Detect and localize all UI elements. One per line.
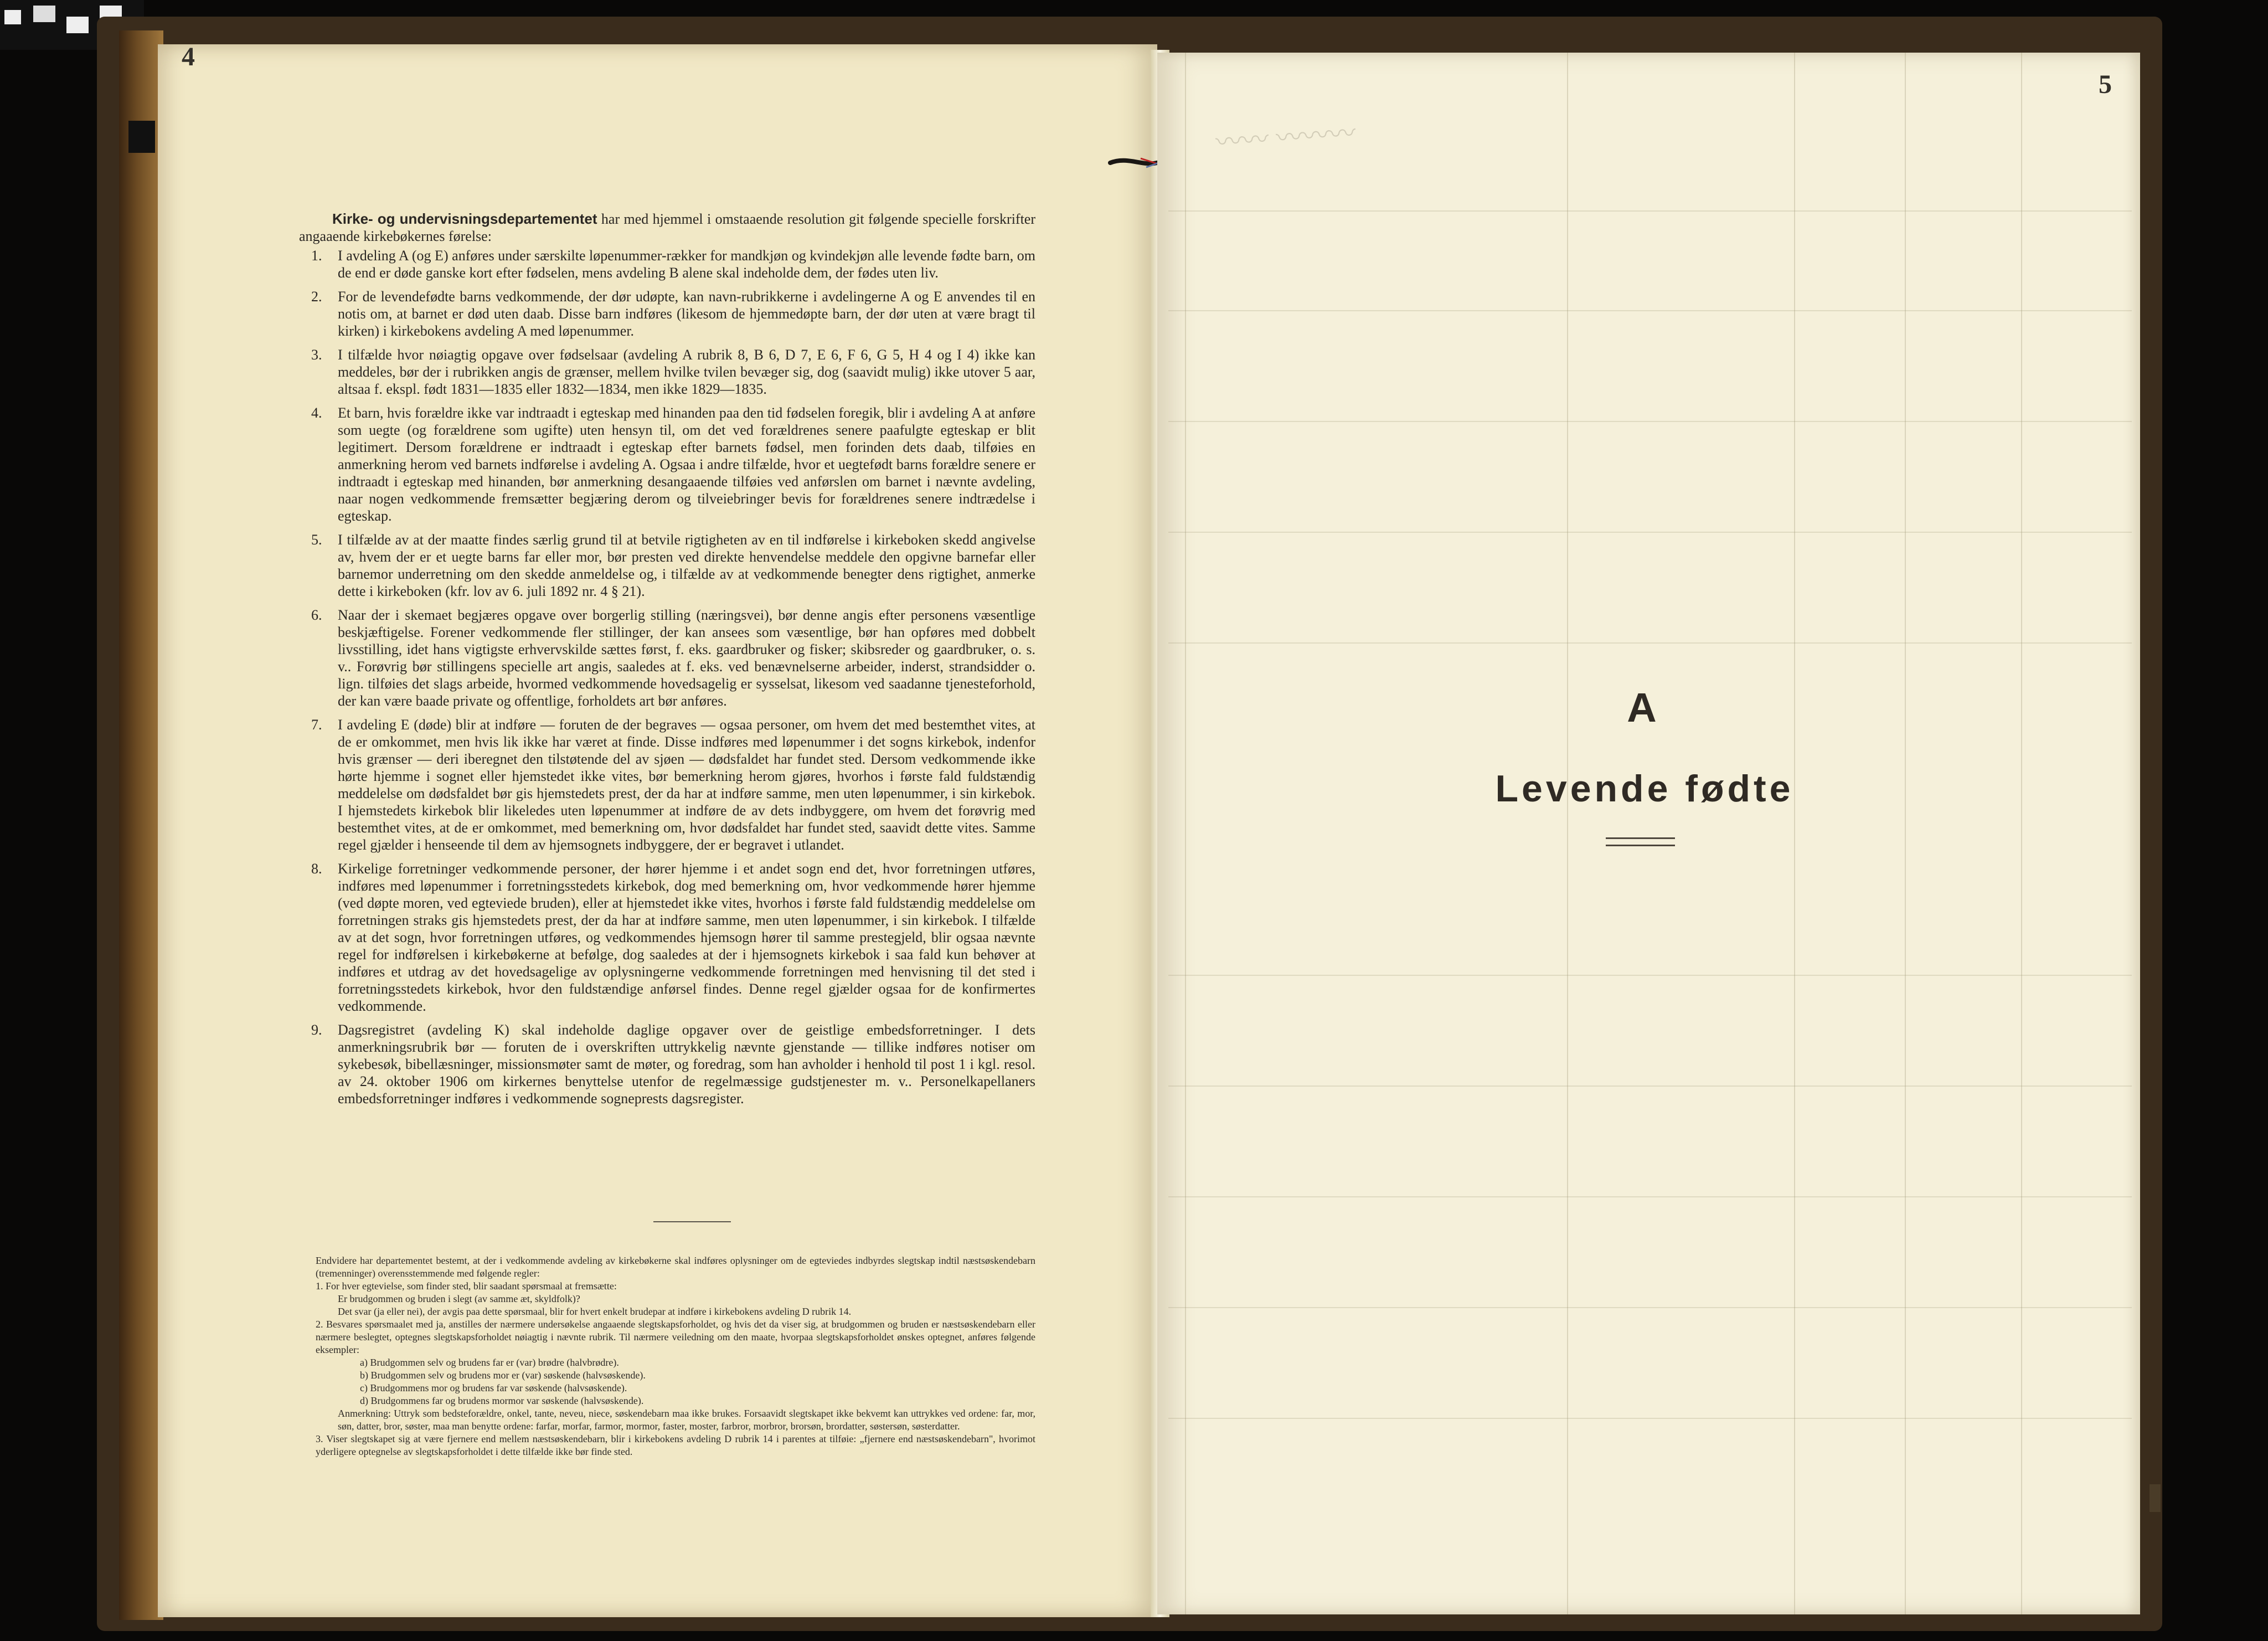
column-rule: [1567, 53, 1568, 1614]
column-rule: [1185, 53, 1186, 1614]
section-letter: A: [1627, 685, 1657, 731]
row-rule: [1168, 421, 2132, 422]
footnote-paragraph: 3. Viser slegtskapet sig at være fjernere end mellem næstsøskendebarn, blir i kirkebokens avdeling D rubrik 14 i parentes at tilføie: „fjernere end næstsøskendebarn", hvorimot yderligere optegnelse av slegtskapsforholdet i dette tilfælde ikke bør finde sted.: [316, 1433, 1035, 1457]
footnote-paragraph: Endvidere har departementet bestemt, at der i vedkommende avdeling av kirkebøkerne skal indføres oplysninger om de egteviedes indbyrdes slegtskap indtil næstsøskendebarn (tremenninger) overensstemmende med følgende regler:: [316, 1255, 1035, 1279]
row-rule: [1168, 1086, 2132, 1087]
rule-item: [299, 1021, 1035, 1107]
column-rule: [2021, 53, 2022, 1614]
rule-text: Dagsregistret (avdeling K) skal indeholde daglige opgaver over de geistlige embedsforretninger. I dets anmerkningsrubrik bør — foruten de i overskriften uttrykkelig nævnte gjenstande — tillike indføres notiser om sykebesøk, bibellæsninger, missionsmøter samt de møter, og foredrag, som han avholder i henhold til post 1 i kgl. resol. av 24. oktober 1906 om kirkernes benyttelse utenfor de regelmæssige gudstjenester m. v.. Personelkapellaners embedsforretninger indføres i vedkommende sogneprests dagsregister.: [338, 1022, 1035, 1107]
footnote-paragraph: c) Brudgommens mor og brudens far var søskende (halvsøskende).: [360, 1382, 627, 1393]
footnote-paragraph: Det svar (ja eller nei), der avgis paa dette spørsmaal, blir for hvert enkelt brudepar at indføre i kirkebokens avdeling D rubrik 14.: [338, 1306, 852, 1317]
rule-item: [299, 247, 1035, 281]
rule-text: For de levendefødte barns vedkommende, der dør udøpte, kan navn-rubrikkerne i avdelingerne A og E anvendes til en notis om, at barnet er død uten daab. Disse barn indføres (likesom de hjemmedøpte barn, der dør uten at være bragt til kirken) i kirkebokens avdeling A med løpenummer.: [338, 289, 1035, 339]
row-rule: [1168, 642, 2132, 644]
left-binding-edge: [119, 30, 163, 1620]
bleed-through-text: 〰〰 〰〰〰: [1214, 119, 1357, 158]
row-rule: [1168, 975, 2132, 976]
rule-text: I tilfælde hvor nøiagtig opgave over fødselsaar (avdeling A rubrik 8, B 6, D 7, E 6, F 6, G 5, H 4 og I 4) ikke kan meddeles, bør der i rubrikken angis de grænser, mellem hvilke tvilen bevæger sig, dog (saavidt mulig) ikke utover 5 aar, altsaa f. ekspl. født 1831—1835 eller 1832—1834, men ikke 1829—1835.: [338, 347, 1035, 397]
footnote-paragraph: b) Brudgommen selv og brudens mor er (var) søskende (halvsøskende).: [360, 1370, 646, 1381]
row-rule: [1168, 310, 2132, 311]
instructions-intro: [299, 210, 1035, 245]
row-rule: [1168, 1307, 2132, 1308]
rule-number: 6.: [311, 607, 322, 623]
rule-text: I avdeling E (døde) blir at indføre — foruten de der begraves — ogsaa personer, om hvem det med bestemthet vites, at de er omkommet, men hvis lik ikke har været at finde. Disse indføres med løpenummer i det sogns kirkebok, indenfor hvis grænser — deri iberegnet den tilstøtende del av sjøen — dødsfaldet har fundet sted. Dersom vedkommende ikke hørte hjemme i sognet eller hjemstedet ikke vites, bør bemerkning herom gjøres, hvorhos i første fald fuldstændig meddelelse om dødsfaldet bør gis hjemstedets prest, der da har at indføre samme, men uten løpenummer, i sin kirkebok. I hjemstedets kirkebok blir likeledes uten løpenummer at indføre de av dets indbyggere, om hvem det forøvrig med bestemthet vites, at de er omkommet, med bemerkning om, hvor dødsfaldet har fundet sted, saavidt dette vites. Samme regel gjælder i henseende til dem av hjemsognets indbyggere, der er begravet i utlandet.: [338, 717, 1035, 853]
footnote-paragraph: d) Brudgommens far og brudens mormor var søskende (halvsøskende).: [360, 1395, 644, 1406]
rule-number: 1.: [311, 248, 322, 264]
rule-text: Et barn, hvis forældre ikke var indtraadt i egteskap med hinanden paa den tid fødselen foregik, blir i avdeling A at anføre som uegte (og forældrene som ugifte) uten hensyn til, om det ved forældrenes senere paafulgte egteskap er blit legitimert. Dersom forældrene er indtraadt i egteskap efter barnets fødsel, men forinden dets daab, tilføies en anmerkning herom ved barnets indførelse i avdeling A. Ogsaa i andre tilfælde, hvor et uegtefødt barns forældre senere er indtraadt i egteskap med hinanden, bør anmerkning desangaaende tilføies ved anførslen om barnet i nævnte avdeling, naar nogen vedkommende fremsætter begjæring derom og tilveiebringer bevis for forældrenes senere indtrædelse i egteskap.: [338, 405, 1035, 524]
intro-text: har med hjemmel i omstaaende resolution git følgende specielle forskrifter angaaende kirkebøkernes førelse:: [299, 211, 1035, 244]
ministry-name: Kirke- og undervisningsdepartementet: [332, 210, 597, 227]
rule-number: 4.: [311, 405, 322, 421]
right-page: [1157, 53, 2140, 1614]
rule-text: I tilfælde av at der maatte findes særlig grund til at betvile rigtigheten av en til indførelse i kirkeboken skedd angivelse av, hvem der er et uegte barns far eller mor, bør presten ved direkte henvendelse meddele den opgivne barnefar eller barnemor underretning om den skedde anmeldelse og, i tilfælde av at vedkommende benegter dens rigtighet, anmerke dette i kirkeboken (kfr. lov av 6. juli 1892 nr. 4 § 21).: [338, 532, 1035, 599]
rule-item: [299, 404, 1035, 524]
row-rule: [1168, 532, 2132, 533]
section-title: Levende fødte: [1495, 768, 1794, 810]
footnote-paragraph: a) Brudgommen selv og brudens far er (var) brødre (halvbrødre).: [360, 1357, 619, 1368]
row-rule: [1168, 1418, 2132, 1419]
rule-number: 8.: [311, 861, 322, 877]
title-underline: [1606, 837, 1675, 846]
footnote-paragraph: Anmerkning: Uttryk som bedsteforældre, onkel, tante, neveu, niece, søskendebarn maa ikke brukes. Forsaavidt slegtskapet ikke bekvemt kan uttrykkes ved ordene: far, mor, søn, datter, bror, søster, maa man benytte ordene: farfar, morfar, farmor, mormor, faster, moster, farbror, morbror, brorsøn, brordatter, søstersøn, søsterdatter.: [338, 1408, 1035, 1432]
row-rule: [1168, 1196, 2132, 1197]
rule-text: Kirkelige forretninger vedkommende personer, der hører hjemme i et andet sogn end det, hvor forretningen utføres, indføres med løpenummer i forretningsstedets kirkebok, dog med bemerkning om, hvor vedkommende hører hjemme (ved døpte moren, ved egteviede bruden), eller at hjemstedet ikke vites, hvorhos i første fald fuldstændig meddelelse om forretningen straks gis hjemstedets prest, der da har at indføre samme, men uten løpenummer, i sin kirkebok. I tilfælde av at det sogn, hvor forretningen utføres, og vedkommendes hjemsogn hører til samme prestegjeld, blir ogsaa nævnte regel for indførelsen i kirkebøkerne at befølge, dog saaledes at der i hjemsognets kirkebok i saa fald kun behøver at indføres et utdrag av det hovedsagelige av oplysningerne vedkommende forretningen med henvisning til det sted i forretningsstedets kirkebok, hvor den fuldstændige anførsel findes. Denne regel gjælder ogsaa for de konfirmertes vedkommende.: [338, 861, 1035, 1014]
rules-list: [299, 247, 1035, 1107]
rule-number: 9.: [311, 1022, 322, 1038]
column-rule: [1905, 53, 1906, 1614]
rule-item: [299, 716, 1035, 853]
rule-item: [299, 288, 1035, 339]
rule-text: I avdeling A (og E) anføres under særskilte løpenummer-rækker for mandkjøn og kvindekjøn alle levende fødte barn, om de end er døde ganske kort efter fødselen, mens avdeling B alene skal indeholde dem, der fødes uten liv.: [338, 248, 1035, 281]
instructions-text: [299, 210, 1035, 1114]
rule-number: 3.: [311, 347, 322, 363]
left-page-number: 4: [182, 42, 195, 71]
rule-item: [299, 346, 1035, 398]
column-rule: [1794, 53, 1795, 1614]
footnote-paragraph: 1. For hver egtevielse, som finder sted, blir saadant spørsmaal at fremsætte:: [316, 1280, 617, 1292]
page-edge-mark: [2150, 1484, 2161, 1512]
right-page-number: 5: [2099, 70, 2112, 99]
binding-tab: [128, 121, 155, 153]
footnote-regulations: [288, 1254, 1035, 1458]
footnote-paragraph: 2. Besvares spørsmaalet med ja, anstilles der nærmere undersøkelse angaaende slegtskapsforholdet, og hvis det da viser sig, at brudgommen og bruden er næstsøskendebarn eller nærmere beslegtet, optegnes slegtskapsforholdet nøiagtig i nævnte rubrik. Til nærmere veiledning om den maate, hvorpaa slegtskapsforholdet ønskes optegnet, anføres følgende eksempler:: [316, 1319, 1035, 1355]
rule-number: 7.: [311, 717, 322, 733]
rule-number: 5.: [311, 532, 322, 548]
footnote-paragraph: Er brudgommen og bruden i slegt (av samme æt, skyldfolk)?: [338, 1293, 580, 1304]
rule-item: [299, 531, 1035, 600]
row-rule: [1168, 210, 2132, 212]
rule-item: [299, 606, 1035, 709]
rule-text: Naar der i skemaet begjæres opgave over borgerlig stilling (næringsvei), bør denne angis efter personens væsentlige beskjæftigelse. Forener vedkommende fler stillinger, der kan ansees som væsentlige, bør han opføres med dobbelt livsstilling, idet hans vigtigste erhvervskilde sættes først, f. eks. gaardbruker og fisker; skibsreder og gaardbruker, o. s. v.. Forøvrig bør stillingens specielle art angis, saaledes at f. eks. ved benævnelserne arbeider, inderst, strandsidder o. lign. tilføies det slags arbeide, hvormed vedkommende hovedsagelig er sysselsat, likesom ved saadanne tjenesteforhold, der kan være baade private og offentlige, forholdets art bør anføres.: [338, 607, 1035, 709]
rule-number: 2.: [311, 289, 322, 305]
section-divider: [653, 1221, 731, 1222]
rule-item: [299, 860, 1035, 1015]
